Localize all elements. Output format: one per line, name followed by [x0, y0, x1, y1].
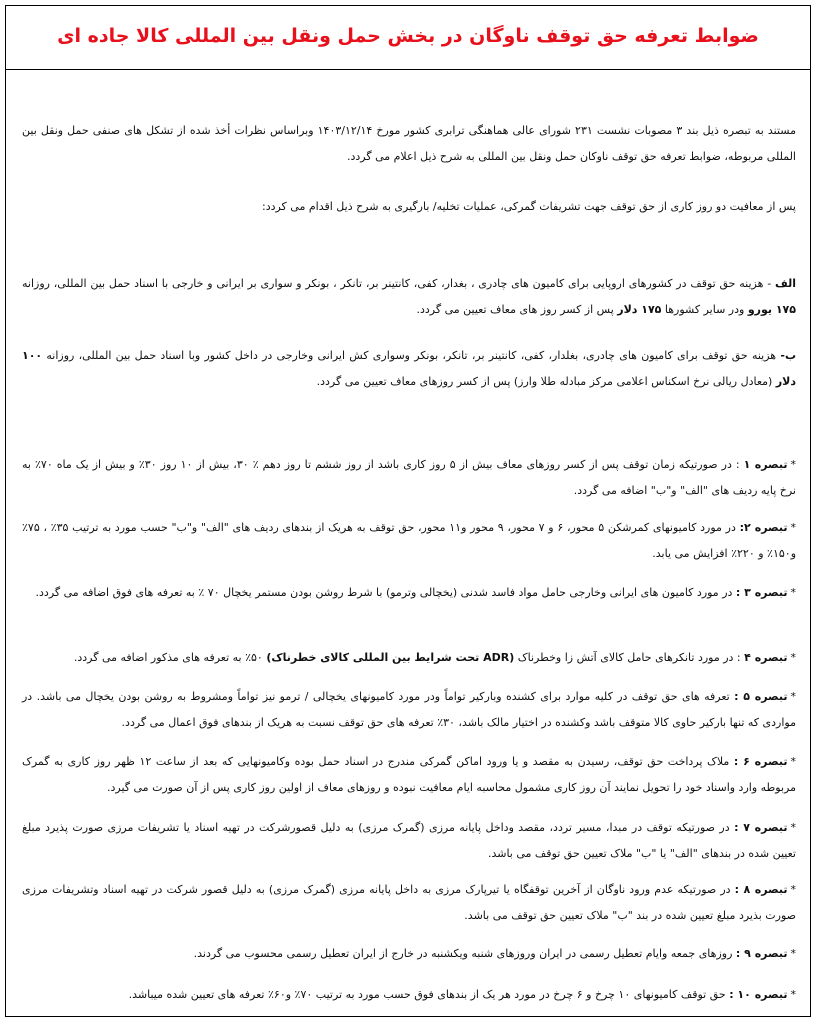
clause-b-label: ب-: [780, 349, 796, 362]
clause-a-amount-dollar: ۱۷۵ دلار: [617, 303, 662, 316]
intro-text: مستند به تبصره ذیل بند ۳ مصوبات نشست ۲۳۱ شورای عالی هماهنگی ترابری کشور مورخ ۱۴۰۳/۱۲/۱۴ وبراساس نظرات أخذ شده از تشکل های صنفی حمل ونقل بین المللی مربوطه، ضوابط تعرفه حق توقف ناوکان حمل ونقل بین المللی به شرح ذیل اعلام می گردد.: [22, 124, 797, 163]
exemption-text: پس از معافیت دو روز کاری از حق توقف جهت تشریفات گمرکی، عملیات تخلیه/ بارگیری به شرح ذیل اقدام می کردد:: [261, 200, 796, 213]
note-label: تبصره ۸ :: [734, 883, 788, 896]
note-text: در صورتیکه توقف در مبدا، مسیر تردد، مقصد وداخل پایانه مرزی (گمرک مرزی) به دلیل قصورشرکت در تهیه اسناد یا تشریفات مرزی صورت پذیرد مبلغ تعیین شده در بندهای "الف" یا "ب" ملاک تعیین حق توقف می باشد.: [22, 821, 796, 860]
clause-b-text-1: هزینه حق توقف برای کامیون های چادری، بغلدار، کفی، کانتینر بر، تانکر، بونکر وسواری کش ایرانی وخارجی در داخل کشور وبا اسناد حمل بین المللی، روزانه: [42, 349, 781, 362]
note-1: [22, 452, 796, 504]
note-8: [22, 877, 796, 929]
note-text: در مورد کامیون های ایرانی وخارجی حامل مواد فاسد شدنی (یخچالی وترمو) با شرط روشن بودن مستمر یخچال ۷۰ ٪ به تعرفه های فوق اضافه می گردد.: [35, 586, 736, 599]
note-label: تبصره ۴: [744, 651, 788, 664]
note-7: [22, 815, 796, 867]
note-label: تبصره ۱: [743, 458, 788, 471]
clause-a-text-3: پس از کسر روز های معاف تعیین می گردد.: [416, 303, 618, 316]
document-title: ضوابط تعرفه حق توقف ناوگان در بخش حمل ونقل بین المللی کالا جاده ای: [57, 25, 759, 47]
bullet-star-icon: *: [790, 883, 796, 896]
note-9: [22, 941, 796, 967]
bullet-star-icon: *: [790, 988, 796, 1001]
note-text-after: ۵۰٪ به تعرفه های مذکور اضافه می گردد.: [73, 651, 267, 664]
note-label: تبصره ۷ :: [734, 821, 788, 834]
note-10: [22, 982, 796, 1008]
note-label: تبصره ۹ :: [735, 947, 788, 960]
note-text: : در صورتیکه زمان توقف پس از کسر روزهای معاف بیش از ۵ روز کاری باشد از روز ششم تا روز دهم ٪ ۳۰، بیش از ۱۰ روز ۳۰٪ و بیش از یک ماه ۷۰٪ به نرخ پایه ردیف های "الف" و"ب" اضافه می گردد.: [22, 458, 796, 497]
note-4: [22, 645, 796, 671]
note-label: تبصره ۵ :: [734, 690, 788, 703]
bullet-star-icon: *: [790, 651, 796, 664]
intro-paragraph: [22, 118, 796, 170]
note-bold-extra: (ADR تحت شرایط بین المللی کالای خطرناک): [266, 651, 515, 664]
clause-a: [22, 271, 796, 323]
note-text: ملاک پرداخت حق توقف، رسیدن به مقصد و یا ورود اماکن گمرکی مندرج در اسناد حمل بوده وکامیونهایی که بعد از ساعت ۱۲ ظهر روز کاری به گمرک مربوطه وارد واسناد خود را تحویل نمایند آن روز کاری مشمول محاسبه ایام معافیت نبوده و روزهای معاف از اولین روز کاری پس از آن صورت می گیرد.: [22, 755, 796, 794]
note-2: [22, 515, 796, 567]
note-text: روزهای جمعه وایام تعطیل رسمی در ایران وروزهای شنبه ویکشنبه در خارج از ایران تعطیل رسمی محسوب می گردند.: [193, 947, 736, 960]
note-3: [22, 580, 796, 606]
note-label: تبصره ۳ :: [735, 586, 788, 599]
bullet-star-icon: *: [790, 458, 796, 471]
note-text: : در مورد تانکرهای حامل کالای آتش زا وخطرناک: [514, 651, 745, 664]
note-label: تبصره ۱۰ :: [729, 988, 788, 1001]
note-text: حق توقف کامیونهای ۱۰ چرخ و ۶ چرخ در مورد هر یک از بندهای فوق حسب مورد به ترتیب ۷۰٪ و۶۰٪ تعرفه های تعیین شده میباشد.: [128, 988, 730, 1001]
note-5: [22, 684, 796, 736]
note-6: [22, 749, 796, 801]
clause-a-text-1: - هزینه حق توقف در کشورهای اروپایی برای کامیون های چادری ، بغدار، کفی، کانتینر بر، تانکر ، بونکر و سواری بر ایرانی و خارجی با اسناد حمل بین المللی، روزانه: [22, 277, 775, 290]
exemption-paragraph: [22, 194, 796, 220]
note-text: تعرفه های حق توقف در کلیه موارد برای کشنده وبارکیر تواماً ودر مورد کامیونهای یخچالی / ترمو نیز تواماً ومشروط به روشن بودن یخچال می باشد. در مواردی که تنها بارکیر حاوی کالا متوقف باشد وکشنده در اختیار مالک باشد، ۳۰٪ تعرفه های حق توقف نسبت به هریک از بندهای فوق اعمال می گردد.: [22, 690, 796, 729]
clause-b: [22, 343, 796, 395]
clause-a-text-2: ودر سایر کشورها: [661, 303, 748, 316]
clause-b-amount: ۱۰۰ دلار: [22, 349, 796, 388]
note-label: تبصره ۶ :: [733, 755, 788, 768]
note-label: تبصره ۲:: [739, 521, 788, 534]
clause-a-amount-euro: ۱۷۵ یورو: [747, 303, 796, 316]
clause-b-text-2: (معادل ریالی نرخ اسکناس اعلامی مرکز مبادله طلا وارز) پس از کسر روزهای معاف تعیین می گردد.: [316, 375, 776, 388]
bullet-star-icon: *: [790, 821, 796, 834]
note-text: در مورد کامیونهای کمرشکن ۵ محور، ۶ و ۷ محور، ۹ محور و۱۱ محور، حق توقف به هریک از بندهای ردیف های "الف" و"ب" حسب مورد به ترتیب ۳۵٪ ، ۷۵٪ و۱۵۰٪ و ۲۲۰٪ افزایش می یابد.: [22, 521, 796, 560]
clause-a-label: الف: [774, 277, 796, 290]
bullet-star-icon: *: [790, 755, 796, 768]
bullet-star-icon: *: [790, 947, 796, 960]
bullet-star-icon: *: [790, 690, 796, 703]
bullet-star-icon: *: [790, 521, 797, 534]
note-text: در صورتیکه عدم ورود ناوگان از آخرین توقفگاه یا تیرپارک مرزی به داخل پایانه مرزی (گمرک مرزی) به دلیل قصور شرکت در تهیه اسناد وتشریفات مرزی صورت بذیرد مبلغ تعیین شده در بند "ب" ملاک تعیین حق توقف می باشد.: [22, 883, 796, 922]
bullet-star-icon: *: [790, 586, 796, 599]
title-divider: [6, 69, 810, 70]
